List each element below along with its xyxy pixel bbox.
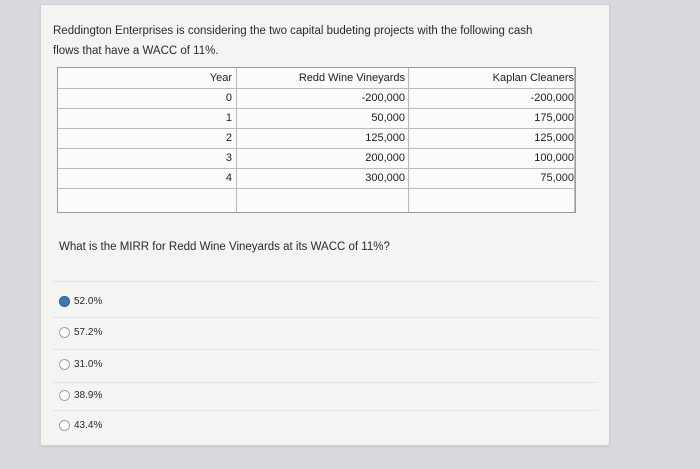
question-line-1: Reddington Enterprises is considering the two capital budeting projects with the following cash: [53, 25, 533, 37]
question-text: [53, 21, 583, 61]
cell-year: 1: [225, 112, 232, 124]
cell-redd: 200,000: [365, 152, 405, 164]
table-divider: [574, 68, 575, 212]
option-52-0[interactable]: [59, 292, 102, 310]
header-redd-wine-vineyards: Redd Wine Vineyards: [298, 72, 405, 84]
cell-kaplan: 175,000: [534, 112, 574, 124]
option-label: 38.9%: [74, 389, 103, 401]
option-57-2[interactable]: [59, 323, 102, 341]
table-row-line: [58, 128, 575, 129]
question-line-2: flows that have a WACC of 11%.: [53, 45, 219, 57]
option-label: 52.0%: [74, 295, 103, 307]
cell-year: 3: [225, 152, 232, 164]
option-38-9[interactable]: [59, 386, 102, 404]
cell-redd: 125,000: [365, 132, 405, 144]
cell-kaplan: -200,000: [530, 92, 574, 104]
radio-icon[interactable]: [59, 359, 70, 370]
cell-redd: -200,000: [361, 92, 405, 104]
cell-kaplan: 125,000: [534, 132, 574, 144]
option-divider: [53, 317, 598, 318]
table-row-line: [58, 108, 575, 109]
question-card: [40, 4, 610, 446]
option-divider: [53, 410, 598, 411]
table-row-line: [58, 168, 575, 169]
sub-question: What is the MIRR for Redd Wine Vineyards at its WACC of 11%?: [59, 241, 390, 253]
option-43-4[interactable]: [59, 416, 102, 434]
option-31-0[interactable]: [59, 355, 102, 373]
table-row-line: [58, 148, 575, 149]
cash-flow-table: [57, 67, 576, 213]
radio-icon[interactable]: [59, 390, 70, 401]
cell-year: 0: [225, 92, 232, 104]
cell-year: 2: [225, 132, 232, 144]
cell-kaplan: 100,000: [534, 152, 574, 164]
header-kaplan-cleaners: Kaplan Cleaners: [492, 72, 574, 84]
radio-icon[interactable]: [59, 327, 70, 338]
option-label: 43.4%: [74, 419, 103, 431]
radio-icon[interactable]: [59, 420, 70, 431]
table-row-line: [58, 88, 575, 89]
header-year: Year: [209, 72, 232, 84]
option-divider: [53, 349, 598, 350]
table-divider: [408, 68, 409, 212]
cell-year: 4: [225, 172, 232, 184]
option-divider: [53, 281, 598, 282]
cell-redd: 300,000: [365, 172, 405, 184]
option-divider: [53, 382, 598, 383]
table-row-line: [58, 188, 575, 189]
option-label: 31.0%: [74, 358, 103, 370]
cell-redd: 50,000: [371, 112, 405, 124]
radio-selected-icon[interactable]: [59, 296, 70, 307]
option-label: 57.2%: [74, 326, 103, 338]
cell-kaplan: 75,000: [540, 172, 574, 184]
